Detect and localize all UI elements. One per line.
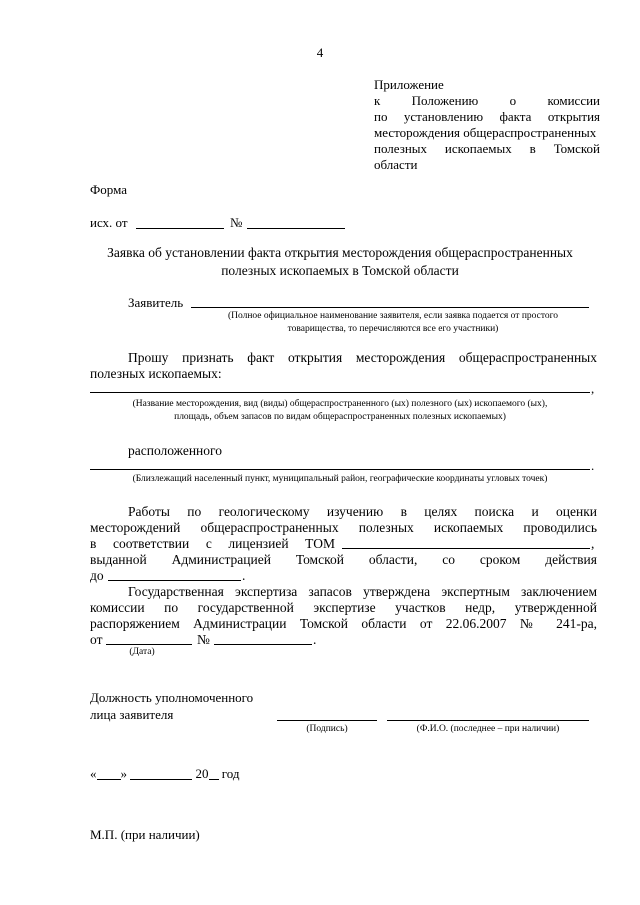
expertise-line: комиссии по государственной экспертизе участков недр, утвержденной xyxy=(90,600,597,615)
ref-prefix: исх. от xyxy=(90,215,128,230)
date-line xyxy=(90,765,240,782)
works-line: выданной Администрацией Томской области, со сроком действия xyxy=(90,552,597,567)
position-title xyxy=(90,689,253,723)
year-prefix: 20 xyxy=(195,766,209,781)
position-line: Должность уполномоченного xyxy=(90,690,254,705)
close-quote: » xyxy=(120,766,127,781)
applicant-label: Заявитель xyxy=(128,295,184,310)
expertise-date-hint: (Дата) xyxy=(129,647,155,657)
validity-date-end: . xyxy=(242,568,246,583)
location-field-end: . xyxy=(591,458,595,473)
expertise-from: от xyxy=(90,632,103,647)
page-number: 4 xyxy=(316,45,324,60)
document-title xyxy=(80,244,600,280)
stamp-note: М.П. (при наличии) xyxy=(90,827,200,842)
outgoing-ref xyxy=(90,214,128,231)
expertise-end: . xyxy=(313,632,317,647)
request-line: Прошу признать факт открытия месторождения общераспространенных xyxy=(128,350,597,365)
month-field[interactable] xyxy=(130,767,192,780)
title-line: Заявка об установлении факта открытия месторождения общераспространенных xyxy=(107,245,573,260)
ref-number-field[interactable] xyxy=(247,228,345,229)
full-name-hint: (Ф.И.О. (последнее – при наличии) xyxy=(416,724,560,734)
signature-field[interactable] xyxy=(277,720,377,721)
signature-hint: (Подпись) xyxy=(306,724,348,734)
works-line: месторождений общераспространенных полезных ископаемых проводились xyxy=(90,520,597,535)
deposit-field-end: , xyxy=(591,381,595,396)
works-line: в соответствии с лицензией ТОМ xyxy=(90,536,335,551)
deposit-field[interactable] xyxy=(90,392,590,393)
appendix-line: Приложение xyxy=(374,77,444,92)
appendix-line: полезных ископаемых в Томской xyxy=(374,141,601,156)
ref-date-field[interactable] xyxy=(136,228,224,229)
validity-date-field[interactable] xyxy=(108,580,241,581)
appendix-line: области xyxy=(374,157,418,172)
deposit-hint: (Название месторождения, вид (виды) общераспространенного (ых) полезного (ых) ископаемого (ых), площадь, объем запасов по видам общераспространенных полезных ископаемых) xyxy=(132,399,548,422)
day-field[interactable] xyxy=(97,767,121,780)
ref-number-sign: № xyxy=(230,215,243,230)
appendix-block xyxy=(374,76,600,172)
year-field[interactable] xyxy=(209,767,219,780)
title-line: полезных ископаемых в Томской области xyxy=(221,263,459,278)
open-quote: « xyxy=(90,766,97,781)
expertise-number-field[interactable] xyxy=(214,644,312,645)
applicant-hint: (Полное официальное наименование заявителя, если заявка подается от простого товарищества, то перечисляются все его участники) xyxy=(227,311,559,334)
works-line: Работы по геологическому изучению в целях поиска и оценки xyxy=(128,504,597,519)
expertise-date-field[interactable] xyxy=(106,644,192,645)
applicant-field[interactable] xyxy=(191,307,589,308)
full-name-field[interactable] xyxy=(387,720,589,721)
expertise-line: Государственная экспертиза запасов утверждена экспертным заключением xyxy=(128,584,597,599)
request-line: полезных ископаемых: xyxy=(90,366,222,381)
location-label: расположенного xyxy=(128,443,222,458)
location-hint: (Близлежащий населенный пункт, муниципальный район, географические координаты угловых точек) xyxy=(132,474,548,484)
expertise-line: распоряжением Администрации Томской области от 22.06.2007 № 241-ра, xyxy=(90,616,597,631)
license-field[interactable] xyxy=(342,548,590,549)
form-label: Форма xyxy=(90,182,127,197)
appendix-line: месторождения общераспространенных xyxy=(374,125,597,140)
works-until: до xyxy=(90,568,104,583)
appendix-line: к Положению о комиссии xyxy=(374,93,600,108)
appendix-line: по установлению факта открытия xyxy=(374,109,601,124)
license-field-end: , xyxy=(591,536,595,551)
location-field[interactable] xyxy=(90,469,590,470)
year-suffix: год xyxy=(221,766,240,781)
position-line: лица заявителя xyxy=(90,707,174,722)
expertise-number-sign: № xyxy=(197,632,210,647)
